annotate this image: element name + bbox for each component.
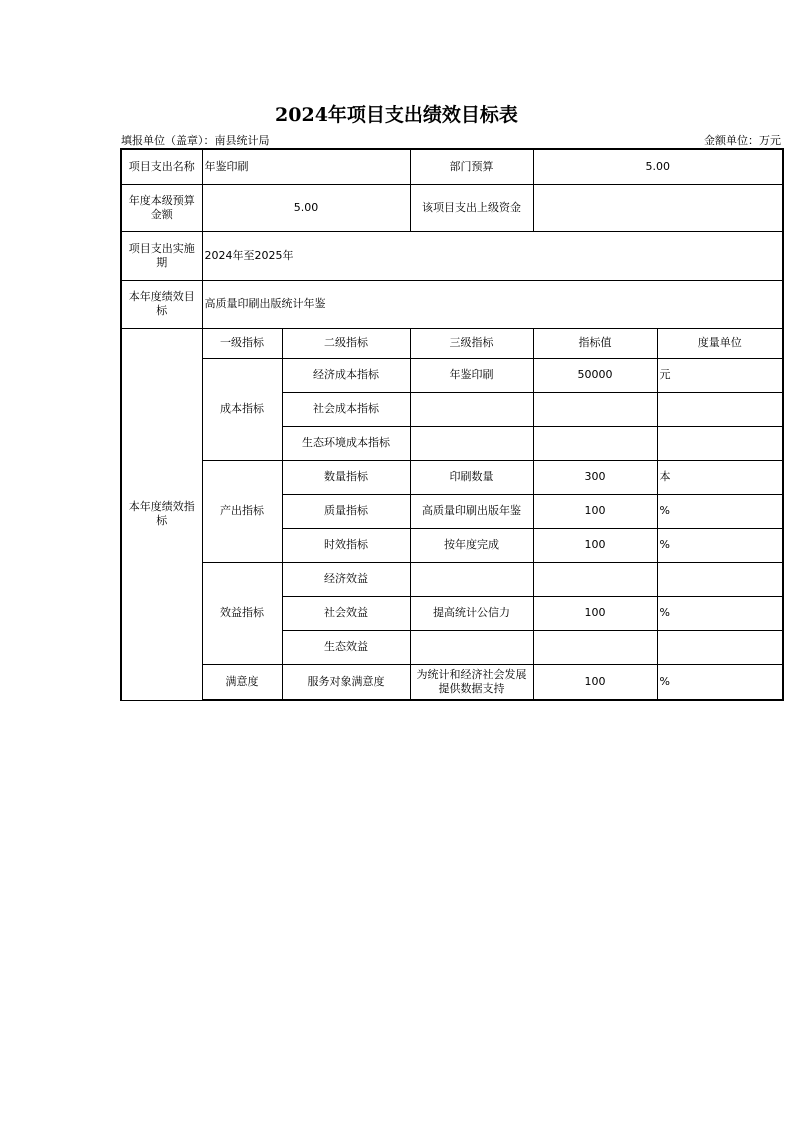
indicator-unit: 本 xyxy=(657,460,783,494)
level3-indicator xyxy=(410,562,533,596)
indicator-unit xyxy=(657,426,783,460)
indicator-section-label: 本年度绩效指标 xyxy=(121,328,202,700)
indicator-unit xyxy=(657,630,783,664)
unit-header: 度量单位 xyxy=(657,328,783,358)
indicator-value: 100 xyxy=(533,596,657,630)
indicator-value: 100 xyxy=(533,528,657,562)
indicator-value: 50000 xyxy=(533,358,657,392)
level3-indicator xyxy=(410,630,533,664)
goal-value: 高质量印刷出版统计年鉴 xyxy=(202,280,783,328)
period-value: 2024年至2025年 xyxy=(202,231,783,280)
upper-funds-value xyxy=(533,184,783,231)
indicator-unit xyxy=(657,392,783,426)
indicator-value xyxy=(533,630,657,664)
level3-indicator: 按年度完成 xyxy=(410,528,533,562)
level2-indicator: 服务对象满意度 xyxy=(282,664,410,700)
indicator-section xyxy=(121,328,783,700)
info-section xyxy=(121,149,783,328)
indicator-value xyxy=(533,426,657,460)
level2-header: 二级指标 xyxy=(282,328,410,358)
project-name-value: 年鉴印刷 xyxy=(202,149,410,184)
value-header: 指标值 xyxy=(533,328,657,358)
indicator-value: 100 xyxy=(533,664,657,700)
level3-indicator: 提高统计公信力 xyxy=(410,596,533,630)
indicator-unit: % xyxy=(657,494,783,528)
indicator-row xyxy=(121,358,783,392)
level1-indicator: 产出指标 xyxy=(202,460,282,562)
level-budget-value: 5.00 xyxy=(202,184,410,231)
level-budget-label: 年度本级预算金额 xyxy=(121,184,202,231)
page-title: 2024年项目支出绩效目标表 xyxy=(275,104,518,126)
indicator-unit xyxy=(657,562,783,596)
amount-unit: 金额单位：万元 xyxy=(704,134,781,147)
indicator-unit: % xyxy=(657,528,783,562)
level2-indicator: 社会效益 xyxy=(282,596,410,630)
dept-budget-label: 部门预算 xyxy=(410,149,533,184)
level3-indicator: 年鉴印刷 xyxy=(410,358,533,392)
level1-indicator: 满意度 xyxy=(202,664,282,700)
indicator-header-row xyxy=(121,328,783,358)
level3-indicator xyxy=(410,426,533,460)
indicator-value xyxy=(533,562,657,596)
level1-header: 一级指标 xyxy=(202,328,282,358)
level3-indicator: 高质量印刷出版年鉴 xyxy=(410,494,533,528)
period-label: 项目支出实施期 xyxy=(121,231,202,280)
level1-indicator: 效益指标 xyxy=(202,562,282,664)
level3-header: 三级指标 xyxy=(410,328,533,358)
indicator-value: 100 xyxy=(533,494,657,528)
level2-indicator: 时效指标 xyxy=(282,528,410,562)
indicator-unit: % xyxy=(657,664,783,700)
level2-indicator: 生态环境成本指标 xyxy=(282,426,410,460)
level2-indicator: 经济效益 xyxy=(282,562,410,596)
level3-indicator: 为统计和经济社会发展提供数据支持 xyxy=(410,664,533,700)
level2-indicator: 数量指标 xyxy=(282,460,410,494)
level2-indicator: 生态效益 xyxy=(282,630,410,664)
indicator-row xyxy=(121,562,783,596)
project-name-label: 项目支出名称 xyxy=(121,149,202,184)
level1-indicator: 成本指标 xyxy=(202,358,282,460)
performance-table xyxy=(120,148,784,701)
level2-indicator: 经济成本指标 xyxy=(282,358,410,392)
level3-indicator: 印刷数量 xyxy=(410,460,533,494)
level2-indicator: 社会成本指标 xyxy=(282,392,410,426)
goal-label: 本年度绩效目标 xyxy=(121,280,202,328)
dept-budget-value: 5.00 xyxy=(533,149,783,184)
level2-indicator: 质量指标 xyxy=(282,494,410,528)
indicator-value xyxy=(533,392,657,426)
indicator-unit: % xyxy=(657,596,783,630)
indicator-row xyxy=(121,664,783,700)
reporting-unit: 填报单位（盖章）：南县统计局 xyxy=(121,134,270,147)
indicator-row xyxy=(121,460,783,494)
indicator-value: 300 xyxy=(533,460,657,494)
upper-funds-label: 该项目支出上级资金 xyxy=(410,184,533,231)
level3-indicator xyxy=(410,392,533,426)
indicator-unit: 元 xyxy=(657,358,783,392)
